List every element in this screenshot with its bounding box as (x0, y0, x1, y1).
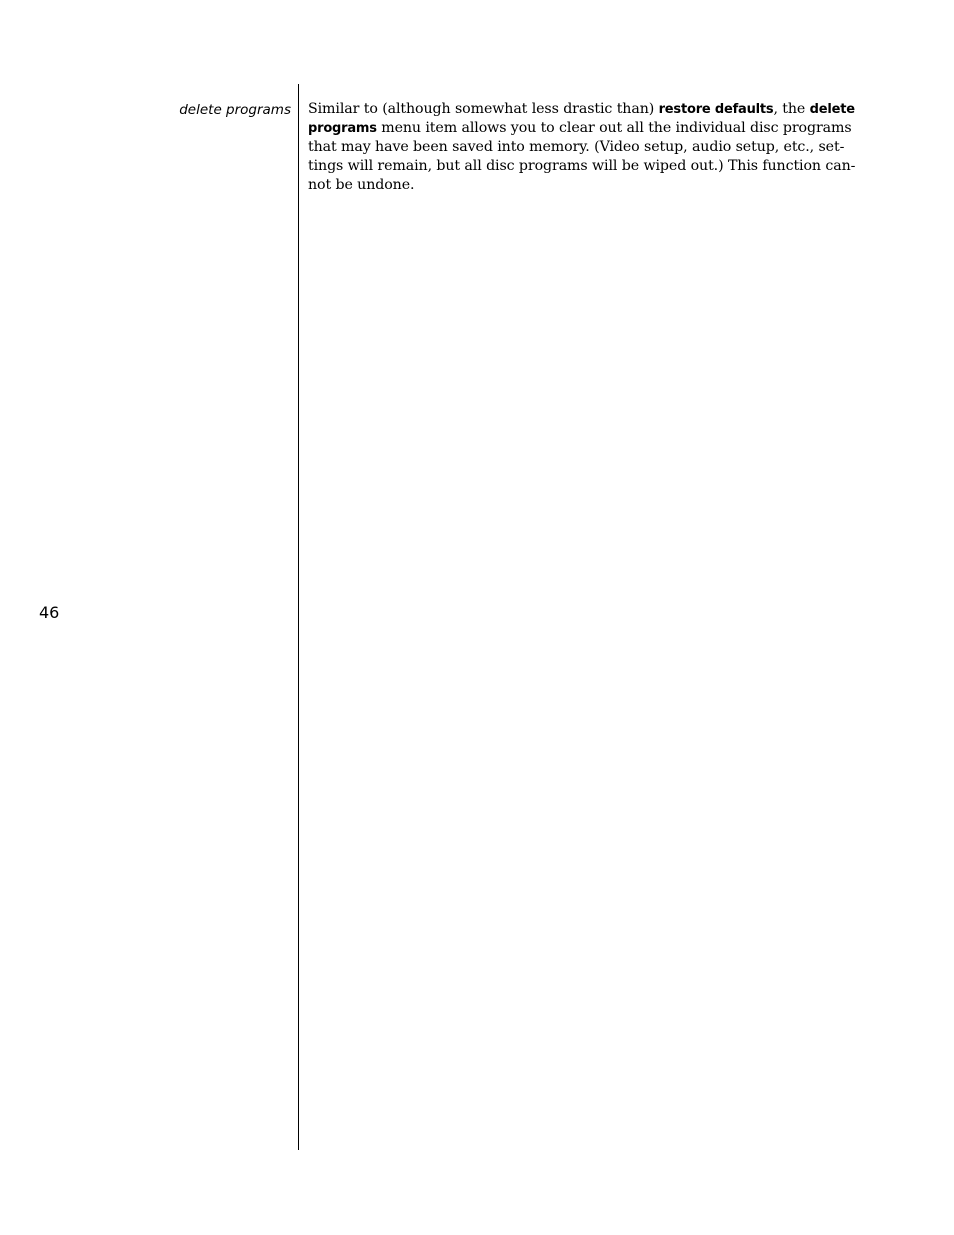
body-text-run: menu item allows you to clear out all the individual disc programs (376, 120, 852, 136)
section-body (308, 100, 856, 195)
body-line-1 (308, 100, 855, 119)
body-line-4: tings will remain, but all disc programs will be wiped out.) This function can- (308, 158, 856, 174)
page-number: 46 (39, 603, 60, 622)
body-line-5: not be undone. (308, 177, 415, 193)
menu-item-keyword-programs: programs (308, 121, 377, 136)
body-line-2 (308, 119, 852, 138)
body-line-3: that may have been saved into memory. (Video setup, audio setup, etc., set- (308, 139, 845, 155)
menu-item-keyword-delete: delete (809, 102, 855, 117)
menu-item-keyword-restore-defaults: restore defaults (658, 102, 774, 117)
body-text-run: , the (773, 101, 810, 117)
column-divider-rule (298, 84, 299, 1150)
section-heading: delete programs (179, 102, 291, 118)
body-text-run: Similar to (although somewhat less drastic than) (308, 101, 659, 117)
